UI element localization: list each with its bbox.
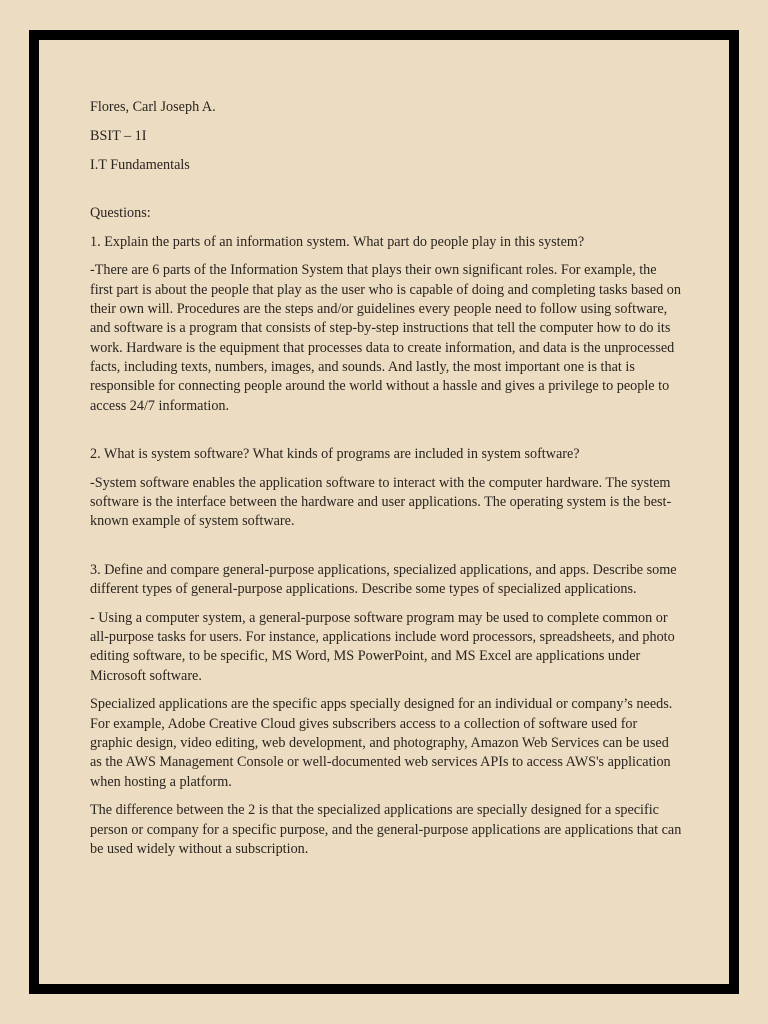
question-1: 1. Explain the parts of an information system. What part do people play in this system? [90, 233, 585, 250]
answer-1: -There are 6 parts of the Information System that plays their own significant roles. For example, the first part is about the people that play as the user who is capable of doing and completing tasks based on their own will. Procedures are the steps and/or guidelines every people need to follow using software, and software is a program that consists of step-by-step instructions that tell the computer how to do its work. Hardware is the equipment that processes data to create information, and data is the unprocessed facts, including texts, numbers, images, and sounds. And lastly, the most important one is that is responsible for connecting people around the world without a hassle and gives a privilege to people to access 24/7 information. [90, 262, 681, 414]
answer-3-difference: The difference between the 2 is that the specialized applications are specially designed for a specific person or company for a specific purpose, and the general-purpose applications are applications that can be used widely without a subscription. [90, 802, 682, 857]
student-section: BSIT – 1I [90, 127, 147, 144]
answer-3-general-purpose: - Using a computer system, a general-purpose software program may be used to complete common or all-purpose tasks for users. For instance, applications include word processors, spreadsheets, and photo editing software, to be specific, MS Word, MS PowerPoint, and MS Excel are applications under Microsoft software. [90, 609, 675, 684]
questions-label: Questions: [90, 204, 151, 221]
answer-2: -System software enables the application software to interact with the computer hardware. The system software is the interface between the hardware and user applications. The operating system is the best-known example of system software. [90, 474, 672, 530]
document-body [90, 98, 682, 859]
student-name: Flores, Carl Joseph A. [90, 99, 216, 115]
question-3: 3. Define and compare general-purpose applications, specialized applications, and apps. Describe some different types of general-purpose applications. Describe some types of specialized applications. [90, 561, 677, 597]
course-title: I.T Fundamentals [90, 156, 190, 173]
document-page [29, 30, 739, 994]
question-2: 2. What is system software? What kinds of programs are included in system software? [90, 445, 580, 462]
answer-3-specialized: Specialized applications are the specific apps specially designed for an individual or company’s needs. For example, Adobe Creative Cloud gives subscribers access to a collection of software used for graphic design, video editing, web development, and photography, Amazon Web Services can be used as the AWS Management Console or well-documented web services APIs to access AWS's application when hosting a platform. [90, 696, 673, 790]
